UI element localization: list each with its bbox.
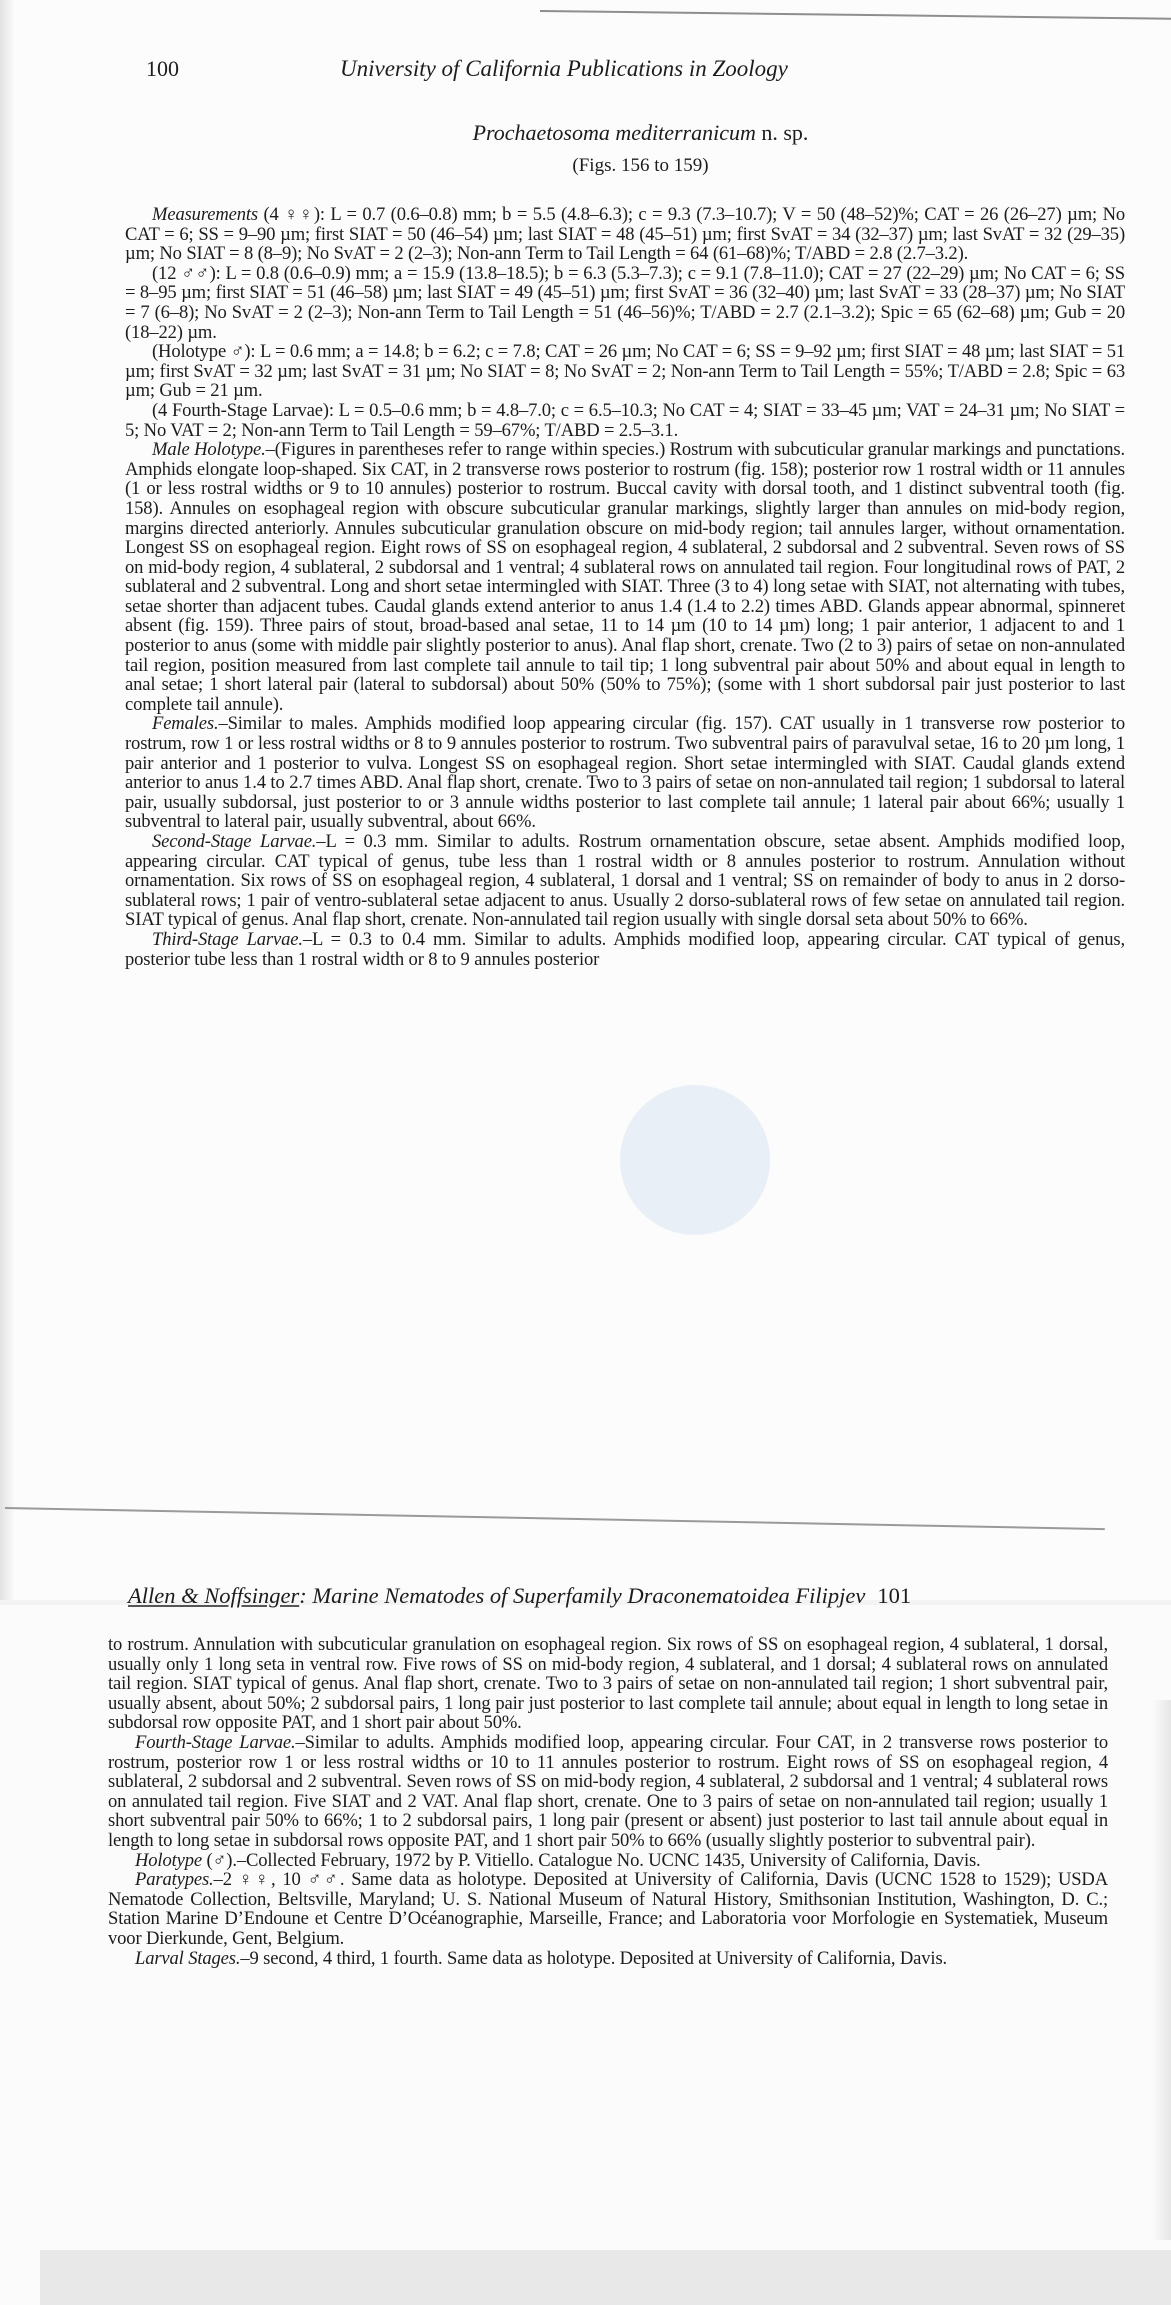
species-title bbox=[0, 120, 1171, 146]
paragraph-text: –L = 0.3 to 0.4 mm. Similar to adults. Amphids modified loop, appearing circular. CAT typical of genus, posterior tube less than 1 rostral width or 8 to 9 annules posterior bbox=[125, 928, 1125, 970]
paragraph-text: –L = 0.3 mm. Similar to adults. Rostrum ornamentation obscure, setae absent. Amphids modified loop, appearing circular. CAT typical of genus, tube less than 1 rostral width or 8 annules posterior to rostrum. Annulation without ornamentation. Six rows of SS on esophageal region, 4 sublateral, 1 dorsal and 1 ventral; SS on remainder of body to anus in 2 dorso-sublateral rows; 1 pair of ventro-sublateral setae adjacent to anus. Usually 2 dorso-sublateral rows of few setae on annulated tail region. SIAT typical of genus. Anal flap short, crenate. Non-annulated tail region usually with single dorsal seta about 50% to 66%. bbox=[125, 831, 1125, 931]
paragraph-lead: Third-Stage Larvae. bbox=[152, 928, 303, 950]
paragraph-holotype bbox=[108, 1851, 1108, 1871]
scan-bottom-shadow bbox=[40, 2250, 1171, 2305]
running-head-title: University of California Publications in Zoology bbox=[340, 56, 788, 81]
paragraph-text: (12 ♂♂): L = 0.8 (0.6–0.9) mm; a = 15.9 (13.8–18.5); b = 6.3 (5.3–7.3); c = 9.1 (7.8–11.0); CAT = 27 (22–29) µm; No CAT = 6; SS = 8–95 µm; first SIAT = 51 (46–58) µm; last SIAT = 49 (45–51) µm; first SvAT = 36 (32–40) µm; last SvAT = 33 (28–37) µm; No SIAT = 7 (6–8); No SvAT = 2 (2–3); Non-ann Term to Tail Length = 51 (46–56)%; T/ABD = 2.7 (2.1–3.2); Spic = 65 (62–68) µm; Gub = 20 (18–22) µm. bbox=[125, 262, 1125, 343]
page-edge-line bbox=[5, 1507, 1105, 1530]
paragraph-larval-stages bbox=[108, 1949, 1108, 1969]
paragraph-third-stage-continued bbox=[108, 1635, 1108, 1733]
paragraph-third-stage-larvae bbox=[125, 930, 1125, 969]
running-head-title: : Marine Nematodes of Superfamily Draconematoidea Filipjev bbox=[299, 1583, 866, 1608]
paragraph-male-holotype bbox=[125, 440, 1125, 714]
paragraph-text: (4 ♀♀): L = 0.7 (0.6–0.8) mm; b = 5.5 (4.8–6.3); c = 9.3 (7.3–10.7); V = 50 (48–52)%; CAT = 26 (26–27) µm; No CAT = 6; SS = 9–90 µm; first SIAT = 50 (46–54) µm; last SIAT = 48 (45–51) µm; first SvAT = 34 (32–37) µm; last SvAT = 32 (29–35) µm; No SIAT = 8 (8–9); No SvAT = 2 (2–3); Non-ann Term to Tail Length = 64 (61–68)%; T/ABD = 2.8 (2.7–3.2). bbox=[125, 204, 1125, 265]
library-watermark bbox=[620, 1085, 770, 1235]
paragraph-second-stage-larvae bbox=[125, 832, 1125, 930]
paragraph-text: (Holotype ♂): L = 0.6 mm; a = 14.8; b = 6.2; c = 7.8; CAT = 26 µm; No CAT = 6; SS = 9–92 µm; first SIAT = 48 µm; last SIAT = 51 µm; first SvAT = 32 µm; last SvAT = 31 µm; No SIAT = 8; No SvAT = 2; Non-ann Term to Tail Length = 55%; T/ABD = 2.8; Spic = 63 µm; Gub = 21 µm. bbox=[125, 341, 1125, 402]
paragraph-females bbox=[125, 714, 1125, 832]
paragraph-text: to rostrum. Annulation with subcuticular granulation on esophageal region. Six rows of SS on esophageal region, 4 sublateral, 1 dorsal, usually only 1 long seta in ventral row. Five rows of SS on mid-body region, 4 sublateral, and 1 dorsal; 4 sublateral rows on annulated tail region. SIAT typical of genus. Anal flap short, crenate. Two to 3 pairs of setae on non-annulated tail region; 1 short subventral pair, usually absent, about 50%; 2 subdorsal pairs, 1 long pair just posterior to last complete tail annule; about equal in length to long setae in subdorsal row opposite PAT, and 1 short pair about 50%. bbox=[108, 1634, 1108, 1734]
page-number: 100 bbox=[146, 56, 179, 81]
body-text-page-100 bbox=[125, 205, 1125, 969]
paragraph-fourth-stage-larvae bbox=[108, 1733, 1108, 1851]
paragraph-measurements-holotype bbox=[125, 342, 1125, 401]
figures-reference: (Figs. 156 to 159) bbox=[572, 155, 709, 176]
paragraph-lead: Male Holotype. bbox=[152, 439, 266, 461]
paragraph-text: –Similar to adults. Amphids modified loop, appearing circular. Four CAT, in 2 transverse rows posterior to rostrum, posterior row 1 or less rostral widths or 10 to 11 annules posterior to rostrum. Eight rows of SS on esophageal region, 4 sublateral, 2 subdorsal and 2 subventral. Seven rows of SS on mid-body region, 4 sublateral, 2 subdorsal and 1 ventral; 4 sublateral rows on annulated tail region. Five SIAT and 2 VAT. Anal flap short, crenate. One to 3 pairs of setae on non-annulated tail region; usually 1 short subventral pair 50% to 66%; 1 to 2 subdorsal pairs, 1 long pair (present or absent) just posterior to last tail annule about equal in length to long setae in subdorsal rows opposite PAT, and 1 short pair 50% to 66% (usually slightly posterior to subventral pair). bbox=[108, 1731, 1109, 1851]
species-suffix: n. sp. bbox=[755, 120, 809, 145]
page-number: 101 bbox=[877, 1583, 912, 1608]
running-head bbox=[340, 56, 788, 82]
paragraph-text: –9 second, 4 third, 1 fourth. Same data as holotype. Deposited at University of California, Davis. bbox=[240, 1947, 948, 1969]
paragraph-lead: Measurements bbox=[152, 204, 258, 225]
paragraph-lead: Fourth-Stage Larvae. bbox=[135, 1731, 296, 1753]
paragraph-text: (♂).–Collected February, 1972 by P. Vitiello. Catalogue No. UCNC 1435, University of California, Davis. bbox=[201, 1849, 981, 1871]
species-name: Prochaetosoma mediterranicum bbox=[472, 120, 756, 145]
paragraph-text: (4 Fourth-Stage Larvae): L = 0.5–0.6 mm; b = 4.8–7.0; c = 6.5–10.3; No CAT = 4; SIAT = 33–45 µm; VAT = 24–31 µm; No SIAT = 5; No VAT = 2; Non-ann Term to Tail Length = 59–67%; T/ABD = 2.5–3.1. bbox=[125, 399, 1125, 441]
page-edge-shadow bbox=[0, 0, 14, 1600]
body-text-page-101 bbox=[108, 1635, 1108, 1968]
paragraph-measurements-larvae bbox=[125, 401, 1125, 440]
paragraph-measurements-males bbox=[125, 264, 1125, 342]
paragraph-lead: Paratypes. bbox=[135, 1869, 214, 1891]
paragraph-measurements-females bbox=[125, 205, 1125, 264]
running-head-page-101 bbox=[128, 1583, 911, 1609]
paragraph-text: –(Figures in parentheses refer to range within species.) Rostrum with subcuticular granular markings and punctations. Amphids elongate loop-shaped. Six CAT, in 2 transverse rows posterior to rostrum (fig. 158); posterior row 1 rostral width or 11 annules (1 or less rostral widths or 9 to 10 annules) posterior to rostrum. Buccal cavity with dorsal tooth, and 1 distinct subventral tooth (fig. 158). Annules on esophageal region with obscure subcuticular granular markings, slightly larger than annules on mid-body region, margins directed anteriorly. Annules subcuticular granulation obscure on mid-body region; tail annules larger, without ornamentation. Longest SS on esophageal region. Eight rows of SS on esophageal region, 4 sublateral, 2 subdorsal and 2 subventral. Seven rows of SS on mid-body region, 4 sublateral, 2 subdorsal and 1 ventral; 4 sublateral rows on annulated tail region. Four longitudinal rows of PAT, 2 sublateral and 2 subventral. Long and short setae intermingled with SIAT. Three (3 to 4) long setae with SIAT, not alternating with tubes, setae shorter than adjacent tubes. Caudal glands extend anterior to anus 1.4 (1.4 to 2.2) times ABD. Glands appear abnormal, spinneret absent (fig. 159). Three pairs of stout, broad-based anal setae, 11 to 14 µm (10 to 14 µm) long; 1 pair anterior, 1 adjacent to and 1 posterior to anus (some with middle pair slightly posterior to anus). Anal flap short, crenate. Two (2 to 3) pairs of setae on non-annulated tail region, position measured from last complete tail annule to tail tip; 1 long subventral pair about 50% and about equal in length to anal setae; 1 short lateral pair (lateral to subdorsal) about 50% (50% to 75%); (some with 1 short subdorsal pair just posterior to last complete tail annule). bbox=[125, 439, 1125, 715]
page-fold-line bbox=[540, 0, 1171, 20]
paragraph-text: –2 ♀♀, 10 ♂♂. Same data as holotype. Deposited at University of California, Davis (UCNC 1528 to 1529); USDA Nematode Collection, Beltsville, Maryland; U. S. National Museum of Natural History, Smithsonian Institution, Washington, D. C.; Station Marine D’Endoune et Centre D’Océanographie, Marseille, France; and Laboratoria voor Morfologie en Systematiek, Museum voor Dierkunde, Gent, Belgium. bbox=[108, 1869, 1108, 1949]
page-edge-shadow bbox=[1153, 1700, 1171, 2240]
paragraph-lead: Holotype bbox=[135, 1849, 202, 1871]
running-head-authors: Allen & Noffsinger bbox=[128, 1583, 300, 1608]
paragraph-lead: Females. bbox=[152, 713, 219, 735]
paragraph-lead: Second-Stage Larvae. bbox=[152, 831, 317, 852]
paragraph-lead: Larval Stages. bbox=[135, 1947, 241, 1969]
paragraph-text: –Similar to males. Amphids modified loop appearing circular (fig. 157). CAT usually in 1 transverse row posterior to rostrum, row 1 or less rostral widths or 8 to 9 annules posterior to rostrum. Two subventral pairs of paravulval setae, 16 to 20 µm long, 1 pair anterior and 1 posterior to vulva. Longest SS on esophageal region. Short setae intermingled with SIAT. Caudal glands extend anterior to anus 1.4 to 2.7 times ABD. Anal flap short, crenate. Two to 3 pairs of setae on non-annulated tail region; 1 subdorsal to lateral pair, usually subdorsal, just posterior to or 3 annule widths posterior to last complete tail annule; 1 lateral pair about 66%; usually 1 subventral to lateral pair, usually subventral, about 66%. bbox=[125, 713, 1125, 833]
paragraph-paratypes bbox=[108, 1870, 1108, 1948]
